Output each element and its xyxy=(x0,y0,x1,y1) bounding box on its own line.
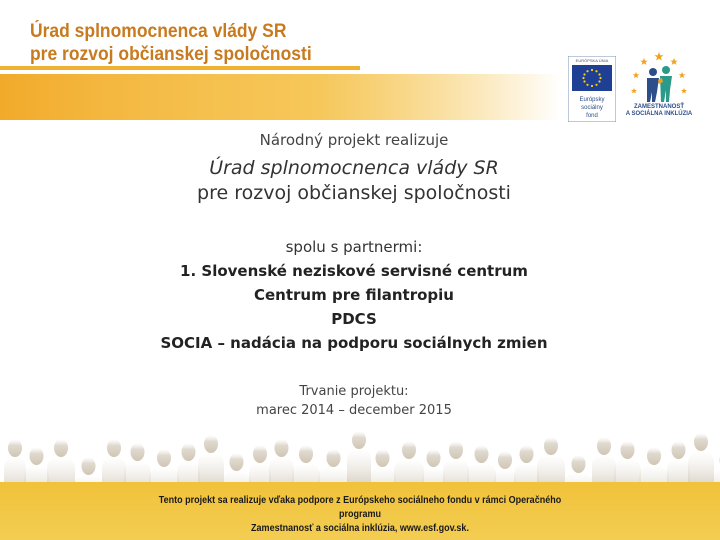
partner-item: SOCIA – nadácia na podporu sociálnych zmien xyxy=(160,334,548,352)
people-icon xyxy=(647,66,672,102)
footer-line2: Zamestnanosť a sociálna inklúzia, www.esf.gov.sk. xyxy=(251,523,469,534)
partners-block xyxy=(80,235,628,355)
eu-caption-3: fond xyxy=(586,113,598,119)
eu-caption-1: Európsky xyxy=(579,97,605,103)
intro-text: Národný projekt realizuje xyxy=(259,131,449,149)
eu-logo xyxy=(568,56,616,122)
duration-label: Trvanie projektu: xyxy=(299,384,409,399)
zsi-caption-line1: ZAMESTNANOSŤ xyxy=(634,104,684,110)
partners-lead: spolu s partnermi: xyxy=(285,238,423,256)
organization-line1: Úrad splnomocnenca vlády SR xyxy=(209,157,499,179)
eu-caption-2: sociálny xyxy=(581,105,603,111)
duration-value: marec 2014 – december 2015 xyxy=(256,403,452,418)
zsi-caption-line2: A SOCIÁLNA INKLÚZIA xyxy=(625,111,693,117)
header-title-line1: Úrad splnomocnenca vlády SR xyxy=(30,21,287,42)
partner-item: Centrum pre filantropiu xyxy=(254,286,454,304)
header-title-line2: pre rozvoj občianskej spoločnosti xyxy=(30,44,312,65)
footer-line1: Tento projekt sa realizuje vďaka podpore z Európskeho sociálneho fondu v rámci Operačného programu xyxy=(158,495,562,520)
duration-block xyxy=(80,382,628,420)
organization-name xyxy=(80,156,628,206)
star-ring-icon xyxy=(631,52,687,93)
header-title xyxy=(30,20,312,66)
header-stripes xyxy=(0,66,560,120)
zsi-caption xyxy=(622,104,696,118)
eu-top-text: EURÓPSKA ÚNIA xyxy=(575,58,609,63)
partner-item: 1. Slovenské neziskové servisné centrum xyxy=(180,262,528,280)
partner-item: PDCS xyxy=(331,310,377,328)
organization-line2: pre rozvoj občianskej spoločnosti xyxy=(197,182,511,204)
footer-funding-note xyxy=(153,494,567,536)
